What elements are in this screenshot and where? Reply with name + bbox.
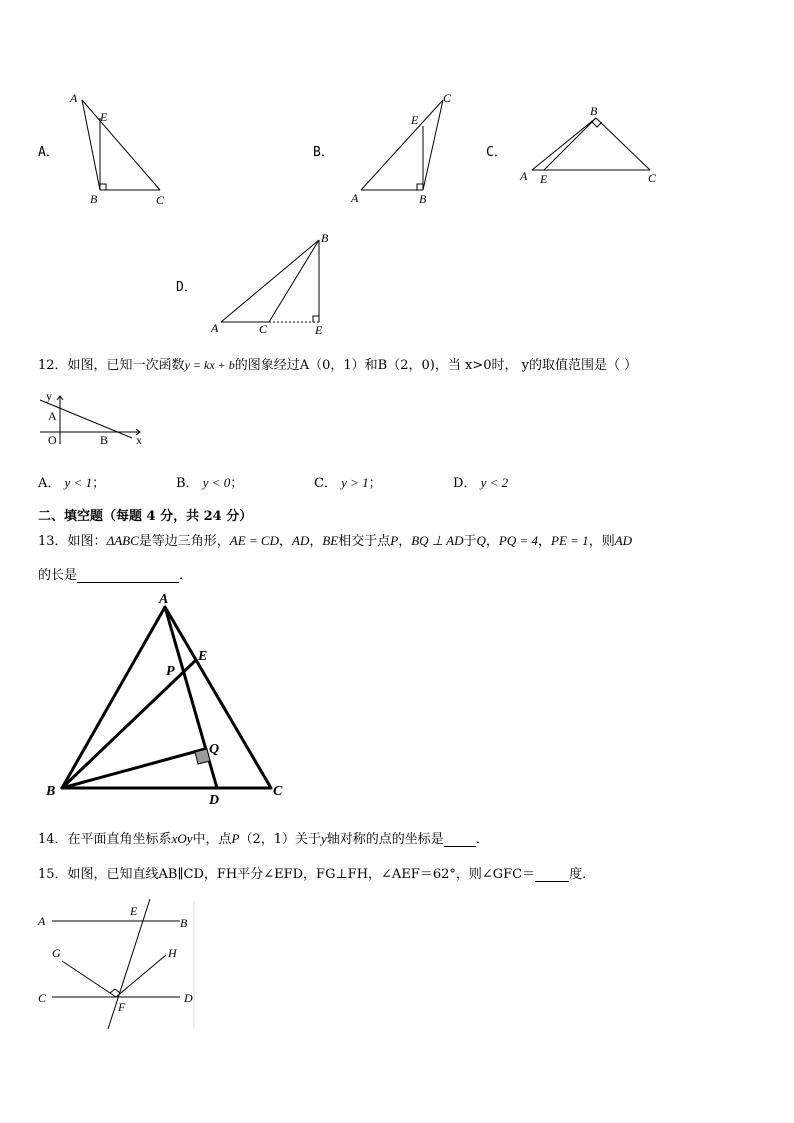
q12-text-a: 如图，已知一次函数 xyxy=(67,358,185,373)
q14-text-4: 轴对称的点的坐标是 xyxy=(326,832,444,847)
q12-option-d-expr: y < 2 xyxy=(480,475,509,490)
q13-label-A: A xyxy=(159,592,169,607)
q12-axis-y-label: y xyxy=(46,390,52,403)
q12-option-c-suffix: ； xyxy=(368,476,382,491)
q15-label-F: F xyxy=(118,1000,126,1014)
q12-option-d-label: D． xyxy=(453,476,477,491)
q15-label-D: D xyxy=(184,991,193,1005)
q11d-label-B: B xyxy=(321,231,329,245)
q14-math-3: y xyxy=(321,831,327,846)
q11d-label-A: A xyxy=(211,321,219,335)
q13-math-7: Q xyxy=(476,533,486,548)
q11-option-c-label: C． xyxy=(486,145,507,160)
q13-math-5: P xyxy=(390,533,399,548)
q11c-label-C: C xyxy=(648,171,657,185)
q11c-label-E: E xyxy=(540,172,548,186)
q13-text-4: ， xyxy=(309,534,323,549)
q13-label-P: P xyxy=(166,664,175,679)
q13-text-1: 如图： xyxy=(67,534,107,549)
q11b-label-B: B xyxy=(419,192,427,206)
q11b-label-C: C xyxy=(443,91,452,105)
q13-line2-end: ． xyxy=(179,568,193,583)
q15-label-E: E xyxy=(130,904,138,918)
q12-number: 12． xyxy=(38,358,68,373)
q13-math-4: BE xyxy=(322,533,339,548)
q12-option-a xyxy=(38,472,105,491)
q11d-label-E: E xyxy=(315,323,323,337)
q13-text-9: ， xyxy=(538,534,552,549)
q14-text-1: 在平面直角坐标系 xyxy=(67,832,172,847)
q11d-label-C: C xyxy=(259,322,268,336)
q15-text-a: 如图，已知直线AB∥CD，FH平分∠EFD，FG⊥FH，∠AEF＝62°，则∠GFC＝ xyxy=(67,867,536,882)
q13-math-6: BQ ⊥ AD xyxy=(411,533,464,548)
q13-math-9: PE = 1 xyxy=(551,533,589,548)
q14-math-1: xOy xyxy=(171,831,193,846)
q11a-label-A: A xyxy=(70,91,78,105)
q11-option-c-figure xyxy=(512,100,662,192)
q11-option-a-label: A． xyxy=(38,145,59,160)
q12-option-a-label: A． xyxy=(38,476,61,491)
q13-number: 13． xyxy=(38,534,68,549)
q12-option-b-suffix: ； xyxy=(230,476,244,491)
q12-question xyxy=(38,354,637,373)
q15-answer-blank[interactable] xyxy=(535,867,569,882)
q12-option-b xyxy=(176,472,243,491)
section-2-heading: 二、填空题（每题 4 分，共 24 分） xyxy=(38,509,253,524)
q12-graph xyxy=(36,390,148,448)
q13-math-3: AD xyxy=(292,533,310,548)
q11a-label-B: B xyxy=(90,192,98,206)
q15-label-B: B xyxy=(180,916,188,930)
q12-point-b-label: B xyxy=(100,433,109,447)
q14-math-2: P xyxy=(231,831,240,846)
q13-text-2: 是等边三角形， xyxy=(138,534,230,549)
q13-math-10: AD xyxy=(614,533,633,548)
q14-answer-blank[interactable] xyxy=(444,832,476,847)
q14-text-5: ． xyxy=(475,832,489,847)
q12-origin-label: O xyxy=(48,433,57,447)
q13-label-Q: Q xyxy=(209,742,220,757)
q13-label-E: E xyxy=(198,649,208,664)
q11-option-b-figure xyxy=(345,88,465,210)
q13-math-1: ΔABC xyxy=(106,533,139,548)
q13-label-B: B xyxy=(46,784,56,799)
q11c-label-A: A xyxy=(520,169,528,183)
q12-axis-x-label: x xyxy=(136,433,142,447)
q14-text-3: （2，1）关于 xyxy=(239,832,322,847)
q11b-label-E: E xyxy=(411,113,419,127)
q13-question xyxy=(38,530,632,549)
q15-label-C: C xyxy=(38,991,47,1005)
q13-label-D: D xyxy=(209,793,220,808)
q15-label-G: G xyxy=(52,946,61,960)
q11a-label-E: E xyxy=(100,110,108,124)
q13-label-C: C xyxy=(273,784,283,799)
q15-figure xyxy=(34,895,204,1035)
q13-figure xyxy=(40,585,300,810)
q12-option-a-expr: y < 1 xyxy=(64,475,93,490)
q14-question xyxy=(38,828,489,847)
q12-option-b-label: B． xyxy=(176,476,199,491)
q12-option-c xyxy=(314,472,382,491)
q13-math-2: AE = CD xyxy=(229,533,279,548)
q13-answer-blank[interactable] xyxy=(77,568,179,583)
q14-number: 14． xyxy=(38,832,68,847)
q11b-label-A: A xyxy=(351,191,359,205)
q11a-label-C: C xyxy=(156,193,165,207)
q12-option-c-expr: y > 1 xyxy=(341,475,369,490)
q13-math-8: PQ = 4 xyxy=(498,533,539,548)
q11-option-d-label: D． xyxy=(176,280,197,295)
q12-option-b-expr: y < 0 xyxy=(202,475,231,490)
q15-label-H: H xyxy=(168,946,177,960)
q14-text-2: 中，点 xyxy=(192,832,232,847)
q13-text-6: ， xyxy=(398,534,412,549)
q12-option-d xyxy=(453,472,508,491)
q11c-label-B: B xyxy=(590,104,598,118)
q12-point-a-label: A xyxy=(48,409,57,423)
q12-formula: y = kx + b xyxy=(184,358,235,372)
q12-option-c-label: C． xyxy=(314,476,337,491)
q12-option-a-suffix: ； xyxy=(92,476,106,491)
q11-option-a-figure xyxy=(60,88,180,210)
q13-line-2 xyxy=(38,564,192,583)
q13-line2-text: 的长是 xyxy=(38,568,78,583)
q15-number: 15． xyxy=(38,867,68,882)
q13-text-7: 于 xyxy=(463,534,477,549)
q15-label-A: A xyxy=(38,914,46,928)
q15-text-b: 度． xyxy=(569,867,596,882)
q11-option-b-label: B． xyxy=(313,145,334,160)
q15-question xyxy=(38,863,595,882)
q13-text-10: ，则 xyxy=(588,534,615,549)
q13-text-5: 相交于点 xyxy=(338,534,391,549)
q12-text-b: 的图象经过A（0，1）和B（2，0)，当 x>0时， y的取值范围是（ ） xyxy=(234,358,638,373)
q11-option-d-figure xyxy=(205,228,345,340)
q13-text-8: ， xyxy=(485,534,499,549)
q13-text-3: ， xyxy=(278,534,292,549)
